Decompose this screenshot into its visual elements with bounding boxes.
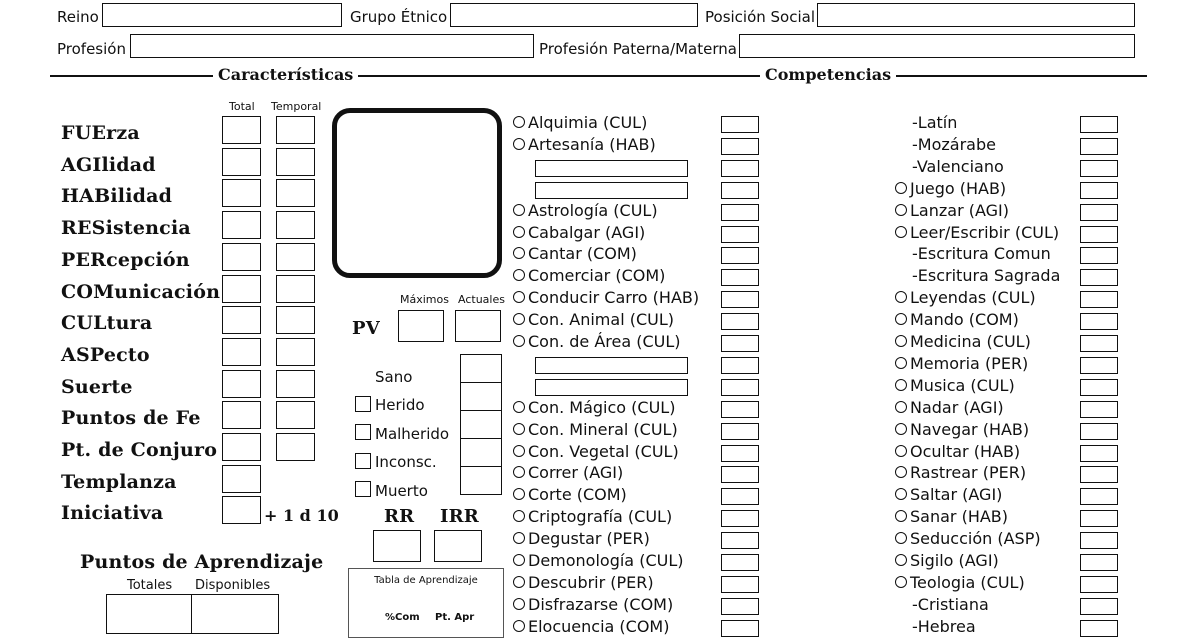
competencia-label: Con. Animal (CUL) [528, 310, 675, 330]
stat-total-box[interactable] [222, 496, 261, 524]
competencia-radio[interactable] [895, 204, 907, 216]
learning-table-title: Tabla de Aprendizaje [374, 575, 478, 586]
competencia-item [513, 595, 673, 614]
competencia-label: Ocultar (HAB) [910, 441, 1021, 461]
competencia-label: Con. de Área (CUL) [528, 332, 681, 351]
competencia-label: Navegar (HAB) [910, 419, 1030, 439]
competencia-item [912, 157, 1004, 176]
col-com-label: %Com [385, 612, 420, 623]
competencia-item [895, 551, 999, 570]
competencia-radio[interactable] [895, 291, 907, 303]
stat-label: PERcepción [61, 248, 190, 271]
competencia-value-box[interactable] [721, 532, 759, 549]
competencia-radio[interactable] [513, 313, 525, 325]
competencia-label: Correr (AGI) [528, 463, 624, 483]
competencia-radio[interactable] [895, 401, 907, 413]
competencia-value-box[interactable] [721, 576, 759, 593]
maximos-label: Máximos [400, 293, 449, 306]
learning-table [348, 568, 504, 638]
grupo-etnico-label: Grupo Étnico [350, 8, 448, 26]
competencia-value-box[interactable] [1080, 620, 1118, 637]
profesion-paterna-field[interactable] [739, 34, 1135, 58]
competencia-value-box[interactable] [1080, 379, 1118, 396]
competencia-label: Conducir Carro (HAB) [528, 288, 700, 308]
competencia-radio[interactable] [513, 138, 525, 150]
competencia-label: Mando (COM) [910, 310, 1019, 330]
competencia-radio[interactable] [895, 445, 907, 457]
pv-maximos-box[interactable] [398, 310, 444, 342]
competencia-blank-field[interactable] [535, 357, 688, 374]
competencia-radio[interactable] [513, 269, 525, 281]
muerto-checkbox[interactable] [355, 481, 371, 497]
competencia-radio[interactable] [513, 576, 525, 588]
competencia-label: Sanar (HAB) [910, 507, 1009, 527]
stat-label: CULtura [61, 312, 153, 335]
inconsc-checkbox[interactable] [355, 453, 371, 469]
competencia-radio[interactable] [513, 247, 525, 259]
competencia-item [912, 595, 989, 614]
stat-total-box[interactable] [222, 370, 261, 398]
competencia-item [895, 354, 1028, 373]
competencia-label: Saltar (AGI) [910, 485, 1003, 505]
competencia-label: Con. Vegetal (CUL) [528, 441, 679, 461]
competencia-blank-field[interactable] [535, 182, 688, 199]
stat-label: FUErza [61, 122, 140, 144]
disponibles-box[interactable] [191, 594, 279, 634]
competencia-label: Degustar (PER) [528, 529, 650, 549]
competencia-radio[interactable] [513, 226, 525, 238]
col-apr-label: Pt. Apr [435, 612, 475, 623]
competencia-item [513, 266, 665, 285]
stat-label: Pt. de Conjuro [61, 439, 218, 461]
competencia-radio[interactable] [895, 313, 907, 325]
competencia-value-box[interactable] [721, 247, 759, 264]
competencia-item [513, 463, 623, 482]
irr-box[interactable] [434, 530, 482, 562]
competencia-value-box[interactable] [721, 488, 759, 505]
competencia-value-box[interactable] [721, 379, 759, 396]
competencia-value-box[interactable] [721, 445, 759, 462]
reino-field[interactable] [102, 3, 342, 27]
competencia-value-box[interactable] [721, 138, 759, 155]
competencia-item [895, 398, 1004, 417]
competencia-radio[interactable] [513, 204, 525, 216]
competencia-radio[interactable] [895, 379, 907, 391]
competencia-item [895, 463, 1026, 482]
competencia-item [912, 113, 957, 132]
competencia-label: Disfrazarse (COM) [528, 594, 674, 614]
competencia-value-box[interactable] [721, 466, 759, 483]
competencia-radio[interactable] [513, 466, 525, 478]
competencia-item [895, 201, 1009, 220]
stat-label: ASPecto [61, 343, 150, 366]
competencia-label: Con. Mineral (CUL) [528, 419, 678, 439]
stat-label: Puntos de Fe [61, 407, 201, 430]
competencia-label: Nadar (AGI) [910, 397, 1004, 417]
profesion-field[interactable] [130, 34, 534, 58]
inconsc-label: Inconsc. [375, 453, 437, 471]
competencia-value-box[interactable] [1080, 532, 1118, 549]
stat-temporal-box[interactable] [276, 306, 315, 334]
competencia-label: Lanzar (AGI) [910, 200, 1009, 220]
stat-total-box[interactable] [222, 275, 261, 303]
competencia-value-box[interactable] [1080, 466, 1118, 483]
muerto-label: Muerto [375, 482, 428, 500]
competencia-item [895, 573, 1025, 592]
competencia-item [513, 507, 672, 526]
competencia-item [895, 507, 1008, 526]
stat-total-box[interactable] [222, 116, 261, 144]
competencia-radio[interactable] [895, 576, 907, 588]
competencia-item [895, 179, 1006, 198]
competencia-value-box[interactable] [1080, 247, 1118, 264]
competencia-value-box[interactable] [1080, 182, 1118, 199]
competencia-radio[interactable] [895, 554, 907, 566]
competencia-label: Demonología (CUL) [528, 551, 684, 570]
competencia-label: -Latín [912, 113, 958, 132]
competencia-item [513, 113, 647, 132]
competencia-radio[interactable] [895, 423, 907, 435]
totales-box[interactable] [106, 594, 192, 634]
portrait-box[interactable] [332, 108, 502, 278]
competencia-blank-field[interactable] [535, 160, 688, 177]
puntos-aprendizaje-title: Puntos de Aprendizaje [80, 551, 324, 573]
competencia-radio[interactable] [513, 488, 525, 500]
competencia-value-box[interactable] [1080, 204, 1118, 221]
competencia-radio[interactable] [513, 401, 525, 413]
stat-temporal-box[interactable] [276, 370, 315, 398]
competencias-title: Competencias [760, 65, 896, 84]
stat-total-box[interactable] [222, 211, 261, 239]
competencia-label: Con. Mágico (CUL) [528, 397, 676, 417]
col-total-label: Total [229, 100, 255, 113]
competencia-item [912, 244, 1051, 263]
competencia-item [513, 551, 683, 570]
stat-total-box[interactable] [222, 179, 261, 207]
disponibles-label: Disponibles [195, 578, 271, 593]
competencia-radio[interactable] [513, 445, 525, 457]
competencia-item [895, 442, 1020, 461]
malherido-label: Malherido [375, 425, 450, 443]
competencia-item [895, 223, 1059, 242]
competencia-label: Sigilo (AGI) [910, 551, 999, 570]
competencia-value-box[interactable] [1080, 445, 1118, 462]
competencia-label: Medicina (CUL) [910, 332, 1031, 351]
stat-label: RESistencia [61, 217, 191, 240]
reino-label: Reino [57, 8, 99, 26]
competencia-value-box[interactable] [721, 620, 759, 637]
competencia-value-box[interactable] [1080, 226, 1118, 243]
competencia-label: Teologia (CUL) [910, 572, 1025, 592]
competencia-label: -Mozárabe [912, 134, 996, 154]
competencia-item [513, 573, 654, 592]
health-box-muerto[interactable] [460, 466, 502, 495]
competencia-value-box[interactable] [721, 423, 759, 440]
competencia-value-box[interactable] [721, 401, 759, 418]
stat-label: COMunicación [61, 280, 221, 303]
competencia-value-box[interactable] [721, 357, 759, 374]
stat-total-box[interactable] [222, 306, 261, 334]
competencia-label: Elocuencia (COM) [528, 616, 670, 636]
competencia-value-box[interactable] [1080, 510, 1118, 527]
stat-label: Templanza [61, 470, 177, 493]
profesion-label: Profesión [57, 40, 126, 58]
stat-temporal-box[interactable] [276, 116, 315, 144]
competencia-label: Juego (HAB) [910, 178, 1007, 198]
competencia-radio[interactable] [895, 510, 907, 522]
competencia-value-box[interactable] [1080, 269, 1118, 286]
stat-label: HABilidad [61, 185, 173, 208]
competencia-value-box[interactable] [721, 510, 759, 527]
competencia-radio[interactable] [513, 598, 525, 610]
competencia-item [895, 376, 1015, 395]
competencia-value-box[interactable] [1080, 291, 1118, 308]
health-box-inconsc[interactable] [460, 438, 502, 467]
stat-label: AGIlidad [61, 153, 156, 176]
competencia-value-box[interactable] [1080, 598, 1118, 615]
competencia-label: Memoria (PER) [910, 353, 1029, 373]
stat-total-box[interactable] [222, 338, 261, 366]
competencia-radio[interactable] [895, 357, 907, 369]
competencia-item [513, 310, 674, 329]
stat-total-box[interactable] [222, 465, 261, 493]
competencia-value-box[interactable] [721, 116, 759, 133]
health-box-malherido[interactable] [460, 410, 502, 439]
malherido-checkbox[interactable] [355, 424, 371, 440]
rr-label: RR [384, 506, 415, 527]
competencia-label: Artesanía (HAB) [528, 134, 656, 154]
competencia-label: -Escritura Comun [912, 244, 1051, 264]
stat-temporal-box[interactable] [276, 243, 315, 271]
competencia-label: Leer/Escribir (CUL) [910, 222, 1060, 242]
competencia-item [895, 310, 1019, 329]
competencia-value-box[interactable] [721, 554, 759, 571]
competencia-item [895, 288, 1036, 307]
stat-temporal-box[interactable] [276, 179, 315, 207]
stat-total-box[interactable] [222, 148, 261, 176]
competencia-item [513, 332, 681, 351]
competencia-item [513, 442, 679, 461]
competencia-value-box[interactable] [721, 291, 759, 308]
competencia-value-box[interactable] [721, 204, 759, 221]
stat-temporal-box[interactable] [276, 401, 315, 429]
competencia-value-box[interactable] [1080, 554, 1118, 571]
competencia-item [513, 135, 656, 154]
posicion-social-label: Posición Social [705, 8, 816, 26]
sano-label: Sano [375, 368, 413, 386]
posicion-social-field[interactable] [817, 3, 1135, 27]
competencia-label: Astrología (CUL) [528, 200, 658, 220]
col-temporal-label: Temporal [271, 100, 322, 113]
competencia-value-box[interactable] [1080, 138, 1118, 155]
competencia-label: Cantar (COM) [528, 244, 637, 264]
competencia-value-box[interactable] [721, 313, 759, 330]
stat-temporal-box[interactable] [276, 148, 315, 176]
competencia-item [513, 288, 699, 307]
pv-actuales-box[interactable] [455, 310, 501, 342]
herido-checkbox[interactable] [355, 396, 371, 412]
pv-label: PV [352, 318, 380, 339]
competencia-radio[interactable] [513, 554, 525, 566]
grupo-etnico-field[interactable] [450, 3, 698, 27]
competencia-value-box[interactable] [1080, 160, 1118, 177]
competencia-radio[interactable] [895, 335, 907, 347]
competencia-label: Cabalgar (AGI) [528, 222, 646, 242]
competencia-radio[interactable] [895, 226, 907, 238]
competencia-value-box[interactable] [1080, 357, 1118, 374]
competencia-radio[interactable] [513, 423, 525, 435]
competencia-item [895, 529, 1041, 548]
competencia-value-box[interactable] [721, 226, 759, 243]
competencia-label: Alquimia (CUL) [528, 113, 648, 132]
irr-label: IRR [440, 506, 479, 527]
competencia-label: Criptografía (CUL) [528, 507, 673, 527]
stat-temporal-box[interactable] [276, 275, 315, 303]
competencia-radio[interactable] [895, 532, 907, 544]
competencia-label: Musica (CUL) [910, 375, 1015, 395]
competencia-value-box[interactable] [1080, 423, 1118, 440]
caracteristicas-title: Características [213, 65, 358, 84]
competencia-value-box[interactable] [1080, 401, 1118, 418]
competencia-item [513, 420, 678, 439]
health-box-herido[interactable] [460, 382, 502, 411]
competencia-value-box[interactable] [1080, 576, 1118, 593]
iniciativa-suffix: + 1 d 10 [264, 506, 339, 525]
competencia-radio[interactable] [513, 510, 525, 522]
stat-label: Iniciativa [61, 502, 164, 525]
competencia-item [513, 529, 650, 548]
competencia-radio[interactable] [513, 335, 525, 347]
competencia-item [912, 617, 976, 636]
competencia-value-box[interactable] [721, 182, 759, 199]
competencia-radio[interactable] [895, 488, 907, 500]
competencia-value-box[interactable] [721, 598, 759, 615]
competencia-label: Comerciar (COM) [528, 266, 666, 286]
competencia-label: Leyendas (CUL) [910, 288, 1036, 308]
competencia-radio[interactable] [513, 116, 525, 128]
stat-temporal-box[interactable] [276, 338, 315, 366]
competencia-radio[interactable] [513, 291, 525, 303]
competencia-item [895, 420, 1029, 439]
health-box-sano[interactable] [460, 354, 502, 383]
competencia-radio[interactable] [513, 532, 525, 544]
competencia-item [912, 266, 1060, 285]
stat-temporal-box[interactable] [276, 211, 315, 239]
competencia-item [513, 244, 637, 263]
competencia-label: Corte (COM) [528, 485, 627, 505]
stat-total-box[interactable] [222, 401, 261, 429]
competencia-value-box[interactable] [721, 269, 759, 286]
stat-total-box[interactable] [222, 433, 261, 461]
competencia-value-box[interactable] [1080, 335, 1118, 352]
competencia-item [513, 617, 669, 636]
competencia-item [912, 135, 996, 154]
competencia-value-box[interactable] [1080, 313, 1118, 330]
stat-total-box[interactable] [222, 243, 261, 271]
herido-label: Herido [375, 396, 425, 414]
profesion-paterna-label: Profesión Paterna/Materna [539, 40, 737, 58]
competencia-label: Descubrir (PER) [528, 572, 654, 592]
competencia-value-box[interactable] [1080, 116, 1118, 133]
competencia-blank-field[interactable] [535, 379, 688, 396]
competencia-value-box[interactable] [721, 160, 759, 177]
competencia-radio[interactable] [895, 466, 907, 478]
competencia-label: Rastrear (PER) [910, 463, 1027, 483]
rr-box[interactable] [373, 530, 421, 562]
competencia-item [513, 201, 658, 220]
competencia-label: -Hebrea [912, 616, 976, 636]
competencia-item [513, 485, 627, 504]
competencia-item [513, 223, 645, 242]
competencia-item [895, 485, 1002, 504]
competencia-value-box[interactable] [1080, 488, 1118, 505]
competencia-label: Seducción (ASP) [910, 529, 1041, 549]
competencia-radio[interactable] [895, 182, 907, 194]
competencia-label: -Escritura Sagrada [912, 266, 1061, 286]
competencia-label: -Cristiana [912, 594, 989, 614]
totales-label: Totales [127, 578, 173, 593]
competencia-label: -Valenciano [912, 156, 1004, 176]
competencia-item [513, 398, 675, 417]
stat-temporal-box[interactable] [276, 433, 315, 461]
competencia-value-box[interactable] [721, 335, 759, 352]
actuales-label: Actuales [458, 293, 505, 306]
stat-label: Suerte [61, 375, 133, 398]
competencia-item [895, 332, 1031, 351]
